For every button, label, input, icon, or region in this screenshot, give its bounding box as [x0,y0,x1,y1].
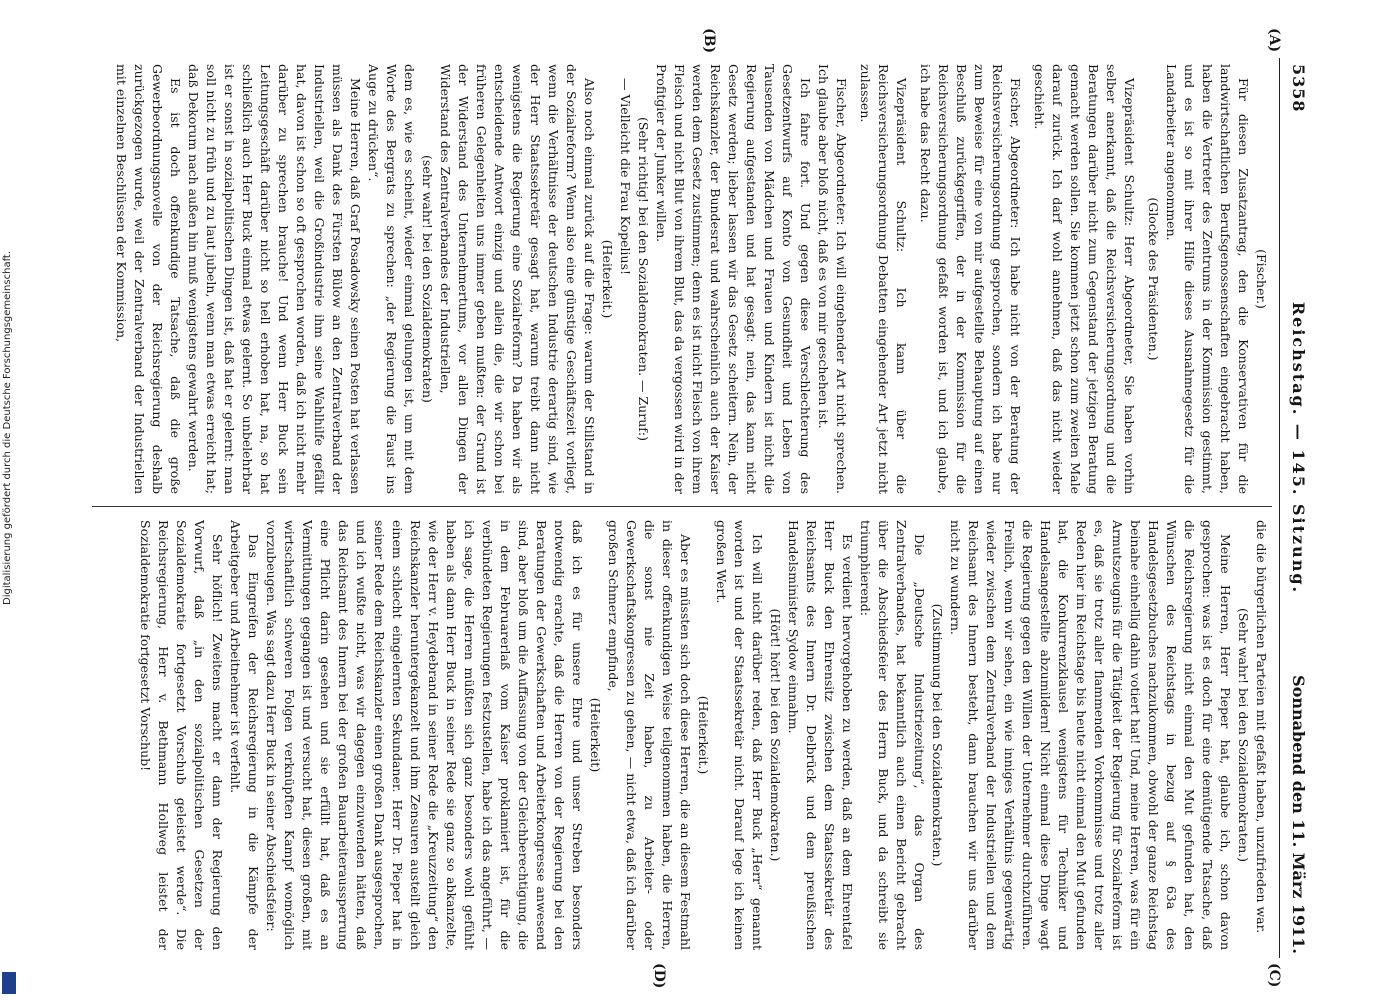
paragraph: Also noch einmal zurück auf die Frage: warum der Stillstand in der Sozialreform? Wenn also eine günstige Geschäftszeit vorliegt, wenn die Verhältnisse der deutschen Industrie derartig sind, wie der Herr Staatssekretär gesagt hat, warum treibt dann nicht wenigstens die Regierung eine Sozialreform? Da haben wir als entscheidende Antwort einzig und allein die, die wir schon bei früheren Gelegenheiten uns immer geben mußten: der Grund ist der Widerstand des Unternehmertums, vor allen Dingen der Widerstand des Zentralverbandes der Industriellen, [438,64,597,494]
paragraph: Die „Deutsche Industriezeitung“, das Organ des Zentralverbandes, hat bekanntlich auch einen Bericht gebracht über die Abschiedsfeier des Herrn Buck, und da schreibt sie triumphierend: [858,520,927,950]
paragraph: die die bürgerlichen Parteien mit gefaßt haben, unzufrieden war. [1254,520,1269,934]
margin-marker-c: (C) [1266,963,1282,988]
interjection: (Heiterkeit.) [600,239,615,319]
digitization-credit: Digitalisierung gefördert durch die Deutsche Forschungsgemeinschaft. [2,250,13,605]
page-header [1282,58,1312,958]
rotated-sheet [80,28,1312,989]
paragraph: Sehr höflich! Zweitens macht er dann der Regierung den Vorwurf, daß „in den sozialpolitischen Gesetzen der Sozialdemokratie fortgesetzt Vorschub geleistet werde“. Die Reichsregierung, Herr v. Bethmann Hollweg leistet der Sozialdemokratie fortgesetzt Vorschub! [138,520,225,950]
paragraph: Es ist doch offenkundige Tatsache, daß die große Gewerbeordnungsnovelle von der Reichsregierung deshalb zurückgezogen wurde, weil der Zentralverband der Industriellen mit einzelnen Beschlüssen der Kommission, [114,64,183,494]
paragraph: dem es, wie es scheint, wieder einmal gelungen ist, um mit dem Worte des Bergrats zu sprechen: „der Regierung die Faust ins Auge zu drücken“. [366,64,417,494]
interjection: (Glocke des Präsidenten.) [1146,197,1161,361]
margin-marker-d: (D) [651,963,667,989]
interjection: (Heiterkeit.) [696,695,711,775]
page-number: 5358 [1289,64,1308,113]
interjection: (Sehr wahr! bei den Sozialdemokraten.) [1236,607,1251,863]
paragraph: Ich fahre fort. Und gegen diese Verschlechterung des Gesetzentwurfs auf Konto von Gesundheit und Leben von Tausenden von Mädchen und Frauen und Kindern ist nicht die Regierung aufgestanden und hat gesagt: nein, das kann nicht Gesetz werden; lieber lassen wir das Gesetz scheitern. Nein, der Reichskanzler, der Bundesrat und wahrscheinlich auch der Kaiser werden dem Gesetz zustimmen; denn es ist nicht Fleisch von ihrem Fleisch und nicht Blut von ihrem Blut, das da vergossen wird in der Profitgier der Junker willen. [654,64,813,494]
paragraph: Meine Herren, Herr Pieper hat, glaube ich, schon davon gesprochen: was ist es doch für eine demütigende Tatsache, daß die Reichsregierung nicht einmal den Mut gefunden hat, den Wünschen des Reichstags in bezug auf § 63a des Handelsgesetzbuches nachzukommen, obwohl der ganze Reichstag beinahe einhellig dahin votiert hat! Und, meine Herren, was für ein Armutszeugnis für die Tätigkeit der Regierung für Sozialreform ist es, daß sie trotz aller flammenden Vorkommnisse und trotz aller Reden hier im Reichstage bis heute nicht einmal den Mut gefunden hat, die Konkurrenzklausel wenigstens für Techniker und Handelsangestellte abzumildern! Nicht einmal diese Dinge wagt die Regierung gegen den Willen der Unternehmer durchzuführen. Freilich, wenn wir sehen, ein wie inniges Verhältnis gegenwärtig wieder zwischen dem Zentralverband der Industriellen und dem Reichsamt des Innern besteht, dann brauchen wir uns darüber nicht zu wundern. [948,520,1233,950]
interjection: (Heiterkeit) [588,697,603,773]
margin-marker-a: (A) [1266,28,1282,53]
left-column [90,64,1270,494]
paragraph: Vizepräsident Schultz: Ich kann über die Reichsversicherungsordnung Debatten eingehender Art jetzt nicht zulassen. [858,64,909,494]
quotation: Es verdient hervorgehoben zu werden, daß an dem Ehrentafel Herr Buck den Ehrensitz zwischen dem Staatssekretär des Reichsamts des Innern Dr. Delbrück und dem preußischen Handelsminister Sydow einnahm. [786,520,855,950]
running-title: Reichstag. — 145. Sitzung. [1289,301,1308,595]
header-rule [1279,58,1280,958]
paragraph: Meine Herren, daß Graf Posadowsky seinen Posten hat verlassen müssen als Dank des Fürsten Bülow an den Zentralverband der Industriellen, weil die Großindustrie ihm seine Wahlhilfe gefällt hat, davon ist schon so oft gesprochen worden, daß ich nicht mehr darüber zu sprechen brauche! Und wenn Herr Buck sein Leitungsgeschäft darüber nicht so hell erhoben hat, na, so hat schließlich auch Herr Buck einmal etwas gelernt. So unbelehrbar ist er sonst in sozialpolitischen Dingen ist, daß hat er gelernt: man soll nicht zu früh und zu laut jubeln, wenn man etwas erreicht hat; daß Dekorum nach außen hin muß wenigstens gewahrt werden. [186,64,363,494]
interjection: (sehr wahr! bei den Sozialdemokraten) [420,155,435,403]
paragraph: Ich will nicht darüber reden, daß Herr Buck „Herr“ genannt worden ist und der Staatssekretär nicht. Darauf lege ich keinen großen Wert. [714,520,765,950]
margin-marker-b: (B) [701,28,717,54]
paragraph: Aber es müssten sich doch diese Herren, die an diesem Festmahl in dieser offenkundigen Weise teilgenommen haben, die Herren, die sonst nie Zeit haben, zu Arbeiter- oder Gewerkschaftskongressen zu gehen, — nicht etwa, daß ich darüber großen Schmerz empfinde, [606,520,693,950]
paragraph: Fischer, Abgeordneter: Ich will eingehender Art nicht sprechen. Ich glaube aber bloß nicht, daß es von mir geschehen ist. [816,64,849,494]
speaker-tag: (Fischer.) [1254,249,1269,309]
paragraph: daß ich es für unsere Ehre und unser Streben besonders notwendig erachte, daß die Herren von der Regierung bei den Beratungen der Gewerkschaften und Arbeiterkongresse anwesend sind, aber bloß um die Auffassung von der Gleichberechtigung, die in dem Februarerlaß vom Kaiser proklamiert ist, für die verbündeten Regierungen festzustellen, habe ich das angeführt, — ich sage, die Herren müßten sich ganz besonders wohl gefühlt haben als dann Herr Buck in seiner Rede sie ganz so abkanzelte, wie der Herr v. Heydebrand in seiner Rede die „Kreuzzeitung“ den Reichskanzler heruntergekanzelt und ihm Zensuren austeilt gleich einem schlecht eingelernten Sekundaner. Herr Dr. Pieper hat in seiner Rede dem Reichskanzler einen großen Dank ausgesprochen, und ich wußte nicht, was wir dagegen einzuwenden hätten, daß das Reichsamt des Innern bei der großen Bauarbeiteraussperrung eine Pflicht darin gesehen und sie erfüllt hat, daß es an Vermittlungen gegangen ist und versucht hat, diesen großen, mit wirtschaftlich schweren Folgen verknüpften Kampf womöglich vorzubeugen. Was sagt dazu Herr Buck in seiner Abschiedsfeier: [264,520,585,950]
interjection: (Zustimmung bei den Sozialdemokraten.) [930,603,945,867]
column-divider [92,506,1272,507]
paragraph: Für diesen Zusatzantrag, den die Konservativen für die landwirtschaftlichen Berufsgenossenschaften eingebracht haben, haben die Vertreter des Zentrums in der Kommission gestimmt, und es ist so mit ihrer Hilfe dieses Ausnahmegesetz für die Landarbeiter angenommen. [1164,64,1251,494]
paragraph: — Vielleicht die Frau Kopelius! [618,78,633,276]
paragraph: Fischer, Abgeordneter: Ich habe nicht von der Beratung der Reichsversicherungsordnung gesprochen, sondern ich habe nur zum Beweise für eine von mir aufgestellte Behauptung auf einen Beschluß zurückgegriffen, der in der Kommission für die Reichsversicherungsordnung gefaßt worden ist, und ich glaube, ich habe das Recht dazu. [918,64,1023,494]
dfg-logo [2,972,16,994]
right-column [90,520,1270,950]
quotation: Das Eingreifen der Reichsregierung in die Kämpfe der Arbeitgeber und Arbeitnehmer ist verfehlt. [228,520,261,950]
interjection: (Sehr richtig! bei den Sozialdemokraten. — Zuruf:) [636,117,651,441]
interjection: (Hört! hört! bei den Sozialdemokraten.) [768,608,783,862]
session-date: Sonnabend den 11. März 1911. [1289,675,1308,954]
paragraph: Vizepräsident Schultz: Herr Abgeordneter, Sie haben vorhin selber anerkannt, daß die Reichsversicherungsordnung und die Beratungen darüber nicht zum Gegenstand der jetzigen Beratung gemacht werden sollen. Sie kommen jetzt schon zum zweiten Male darauf zurück. Ich darf wohl annehmen, daß das nicht wieder geschieht. [1032,64,1137,494]
